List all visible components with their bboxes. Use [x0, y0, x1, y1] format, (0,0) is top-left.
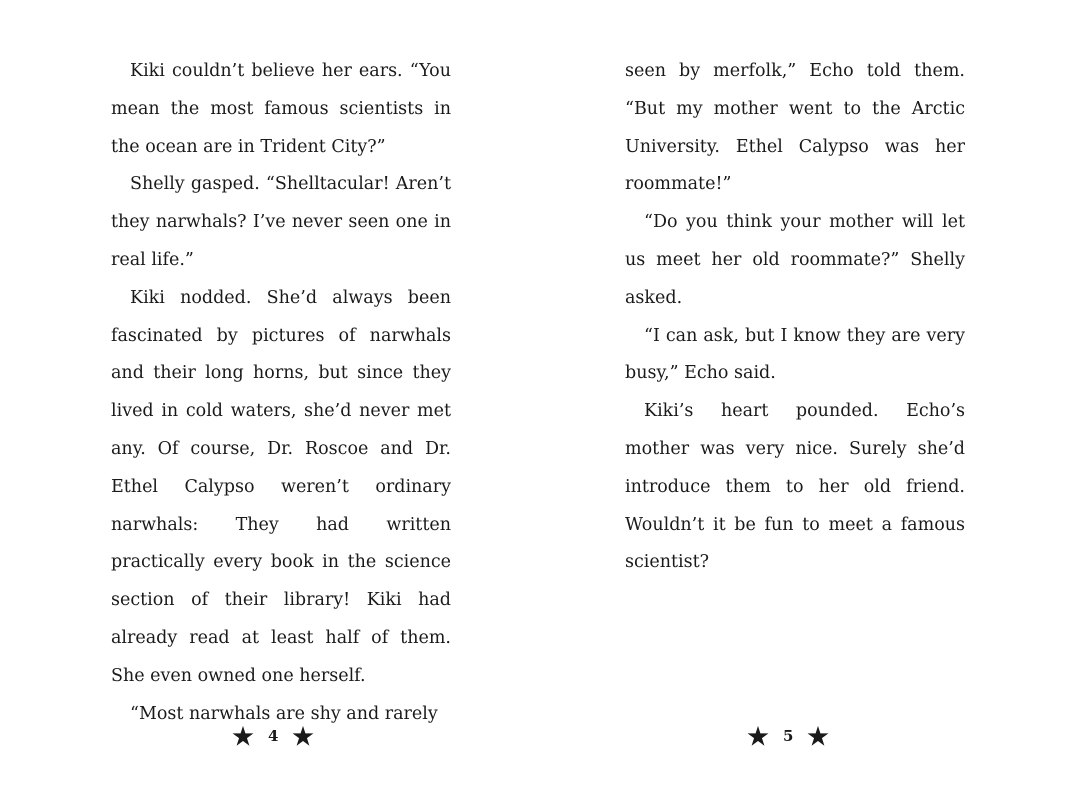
- star-icon: [232, 725, 254, 747]
- paragraph: Kiki’s heart pounded. Echo’s mother was very nice. Surely she’d introduce them to her old friend. Wouldn’t it be fun to meet a famous scientist?: [625, 401, 965, 573]
- page-folio: [232, 722, 314, 750]
- page-number: 4: [268, 727, 279, 745]
- page-folio: [747, 722, 829, 750]
- page-number: 5: [783, 727, 794, 745]
- paragraph: “I can ask, but I know they are very busy,” Echo said.: [625, 325, 965, 384]
- paragraph: Shelly gasped. “Shelltacular! Aren’t they narwhals? I’ve never seen one in real life.”: [111, 174, 451, 270]
- left-page: [0, 0, 537, 800]
- paragraph: Kiki couldn’t believe her ears. “You mean the most famous scientists in the ocean are in Trident City?”: [111, 61, 451, 157]
- star-icon: [747, 725, 769, 747]
- star-icon: [807, 725, 829, 747]
- paragraph: Kiki nodded. She’d always been fascinated by pictures of narwhals and their long horns, but since they lived in cold waters, she’d never met any. Of course, Dr. Roscoe and Dr. Ethel Calypso weren’t ordinary narwhals: They had written practically every book in the science section of their library! Kiki had already read at least half of them. She even owned one herself.: [111, 287, 451, 686]
- paragraph: “Do you think your mother will let us meet her old roommate?” Shelly asked.: [625, 212, 965, 308]
- left-page-text: [111, 53, 451, 733]
- star-icon: [292, 725, 314, 747]
- right-page: [537, 0, 1074, 800]
- paragraph: “Most narwhals are shy and rarely: [130, 703, 438, 724]
- paragraph: seen by merfolk,” Echo told them. “But my mother went to the Arctic University. Ethel Calypso was her roommate!”: [625, 61, 965, 195]
- right-page-text: [625, 53, 965, 582]
